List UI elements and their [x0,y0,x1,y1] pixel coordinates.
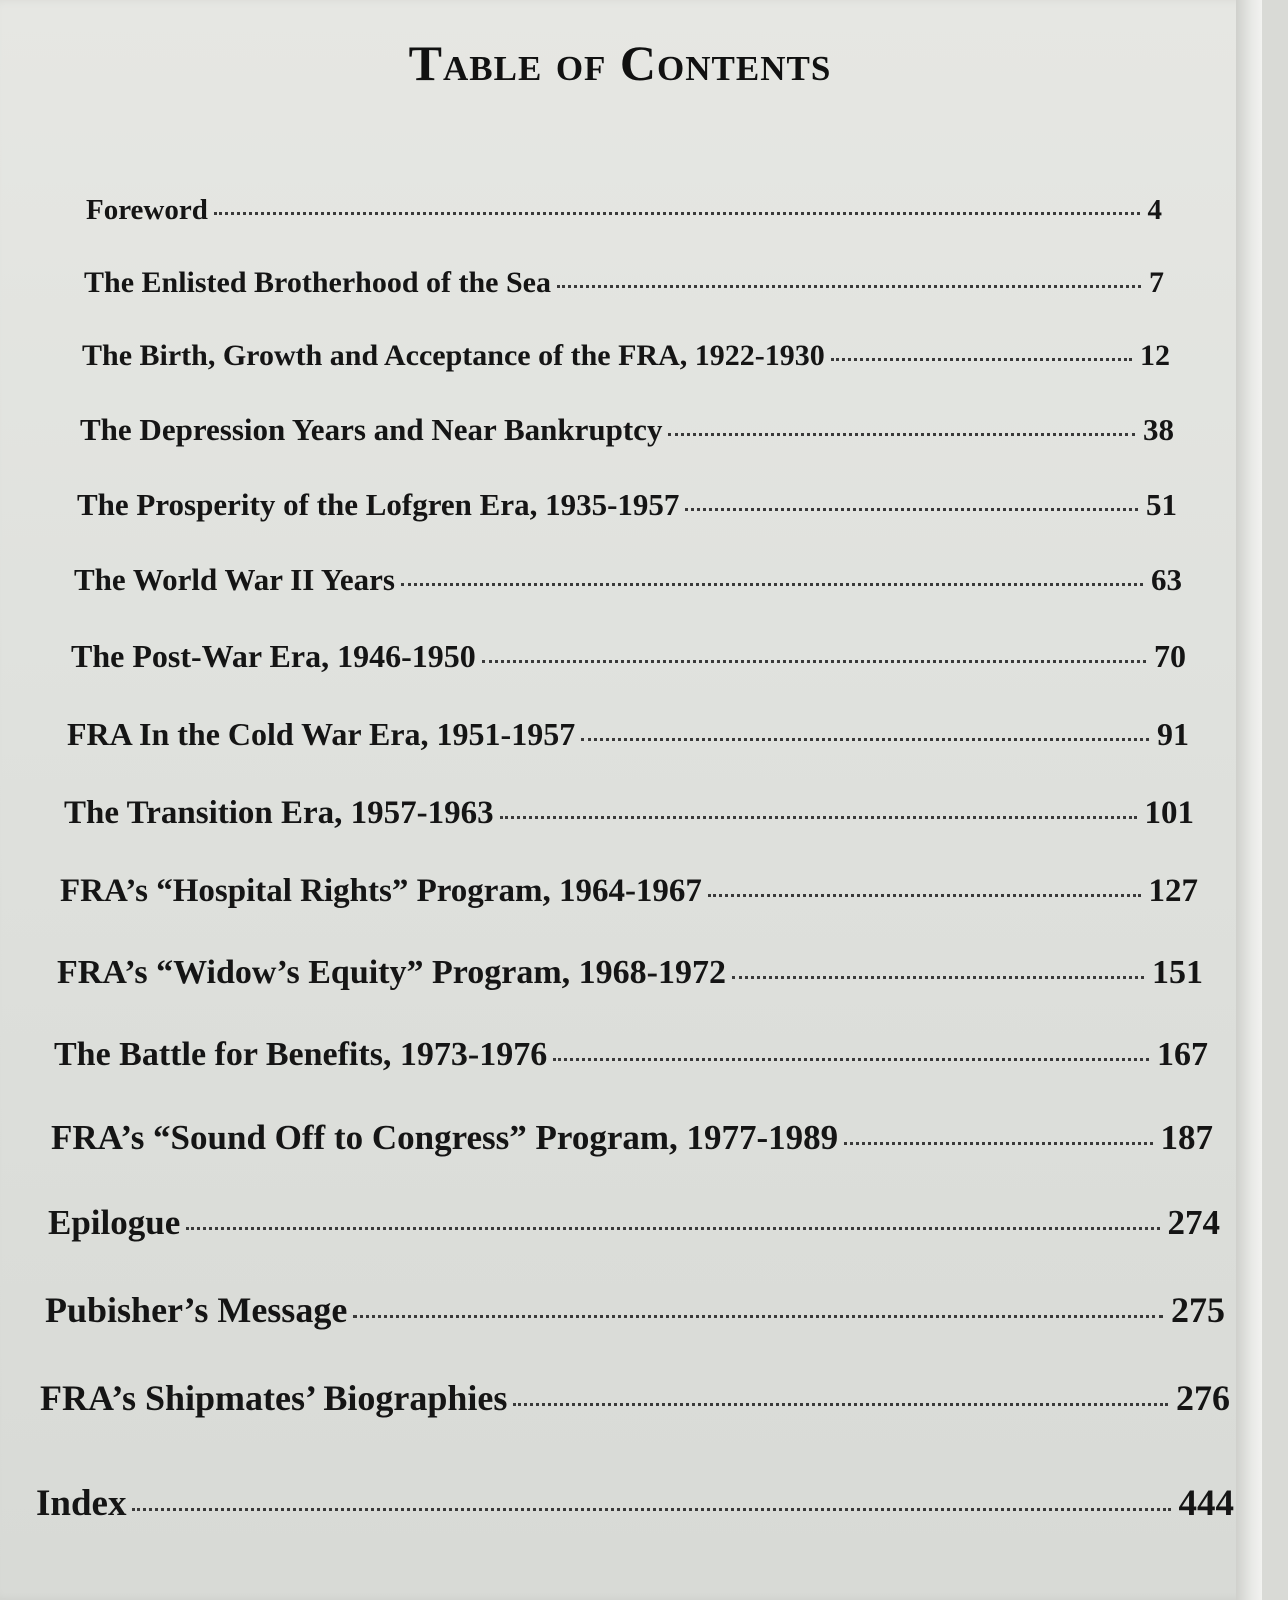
dot-leader [186,1227,1159,1230]
toc-entry-sound-off [51,1118,1213,1158]
dot-leader [708,894,1141,897]
dot-leader [401,583,1143,586]
toc-entry-label: FRA’s “Widow’s Equity” Program, 1968-1972 [57,954,726,991]
toc-entry-page: 276 [1176,1378,1230,1418]
toc-entry-foreword [86,194,1162,227]
toc-entry-lofgren-era [77,487,1177,523]
toc-entry-page: 187 [1160,1118,1213,1157]
dot-leader [685,508,1138,511]
toc-entry-enlisted-brotherhood [84,266,1164,300]
dot-leader [513,1403,1168,1406]
toc-entry-label: The Birth, Growth and Acceptance of the FRA, 1922-1930 [82,339,825,372]
toc-entry-label: Index [36,1483,127,1524]
toc-entry-page: 275 [1171,1290,1225,1330]
toc-entry-page: 63 [1151,562,1182,597]
toc-entry-page: 167 [1157,1036,1208,1073]
toc-entry-label: The World War II Years [74,562,395,597]
toc-entry-label: The Post-War Era, 1946-1950 [71,638,476,674]
toc-entry-page: 12 [1140,339,1170,372]
toc-entry-publishers-message [45,1289,1225,1331]
toc-entry-page: 70 [1154,638,1186,674]
toc-entry-page: 274 [1167,1203,1220,1242]
toc-entry-page: 151 [1152,954,1203,991]
toc-entry-epilogue [48,1203,1220,1243]
toc-entry-transition-era [64,795,1194,832]
toc-entry-page: 444 [1178,1483,1234,1524]
dot-leader [557,285,1141,288]
toc-entry-page: 7 [1149,266,1164,299]
toc-entry-post-war [71,638,1186,675]
dot-leader [553,1058,1149,1061]
toc-entry-label: The Depression Years and Near Bankruptcy [80,412,663,447]
dot-leader [831,358,1132,361]
toc-entry-cold-war [67,716,1189,753]
dot-leader [581,738,1149,741]
toc-entry-hospital-rights [60,873,1198,910]
dot-leader [214,212,1140,215]
toc-entry-page: 51 [1146,487,1177,522]
toc-entry-battle-for-benefits [54,1036,1208,1074]
toc-entry-label: FRA’s “Sound Off to Congress” Program, 1977-1989 [51,1118,839,1157]
dot-leader [668,433,1135,436]
toc-entry-shipmates-biographies [40,1377,1230,1419]
page-title: Table of Contents [408,35,832,91]
toc-entry-label: The Battle for Benefits, 1973-1976 [54,1036,548,1073]
toc-entry-label: Epilogue [48,1203,181,1242]
toc-entry-label: The Prosperity of the Lofgren Era, 1935-1957 [77,487,680,522]
toc-entry-depression-years [80,412,1174,448]
toc-entry-label: FRA In the Cold War Era, 1951-1957 [67,716,576,752]
toc-entry-label: Pubisher’s Message [45,1290,348,1330]
toc-entry-world-war-ii [74,562,1182,598]
dot-leader [482,660,1146,663]
toc-entry-label: Foreword [86,194,208,226]
toc-entry-label: FRA’s Shipmates’ Biographies [40,1378,508,1418]
toc-entry-page: 4 [1147,194,1162,226]
dot-leader [844,1142,1152,1145]
toc-entry-label: FRA’s “Hospital Rights” Program, 1964-1967 [60,873,702,909]
toc-entry-page: 91 [1157,716,1189,752]
toc-entry-birth-growth [82,339,1170,373]
toc-entry-page: 38 [1143,412,1174,447]
dot-leader [353,1315,1163,1318]
toc-entry-widows-equity [57,954,1203,992]
toc-entry-label: The Transition Era, 1957-1963 [64,795,494,831]
dot-leader [732,976,1144,979]
toc-entry-index [36,1482,1234,1525]
dot-leader [132,1508,1170,1511]
dot-leader [500,816,1137,819]
toc-entry-page: 101 [1144,795,1194,831]
toc-entry-label: The Enlisted Brotherhood of the Sea [84,266,551,299]
toc-entry-page: 127 [1148,873,1198,909]
page-edge [1236,0,1262,1600]
